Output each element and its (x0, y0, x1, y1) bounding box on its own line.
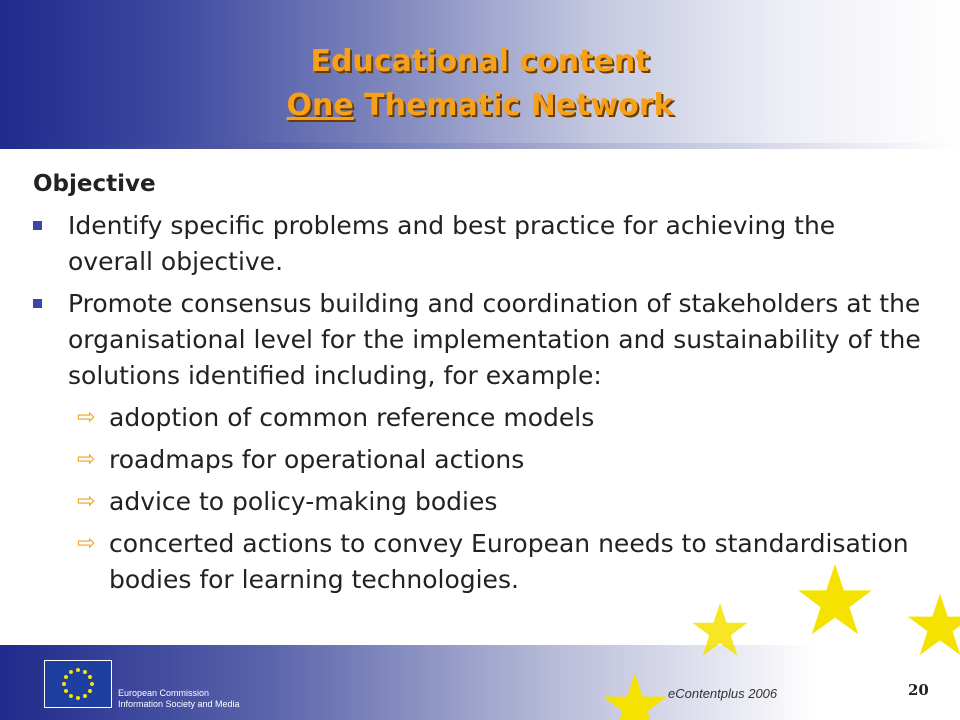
commission-line-2: Information Society and Media (118, 699, 240, 709)
title-line-2-rest: Thematic Network (353, 88, 674, 123)
slide-title (0, 40, 960, 128)
header-divider (0, 143, 960, 149)
page-number: 20 (908, 681, 929, 699)
sub-bullet-text: advice to policy-making bodies (109, 487, 498, 516)
outline-arrow-icon: ⇨ (77, 405, 96, 430)
title-line-1: Educational content (310, 44, 650, 79)
outline-arrow-icon: ⇨ (77, 447, 96, 472)
commission-name (118, 688, 240, 710)
eu-stars-icon (45, 661, 111, 707)
sub-bullet-text: concerted actions to convey European needs to standardisation bodies for learning technologies. (109, 529, 909, 594)
square-bullet-icon (33, 221, 42, 230)
sub-bullet-text: roadmaps for operational actions (109, 445, 525, 474)
star-icon (690, 600, 750, 660)
bullet-item (33, 286, 923, 394)
footer-series-label: eContentplus 2006 (668, 686, 778, 701)
eu-flag-logo (44, 660, 112, 708)
commission-line-1: European Commission (118, 688, 210, 698)
square-bullet-icon (33, 299, 42, 308)
bullet-text: Identify specific problems and best practice for achieving the overall objective. (68, 211, 836, 276)
section-heading: Objective (33, 171, 156, 197)
outline-arrow-icon: ⇨ (77, 489, 96, 514)
sub-bullet-item (33, 484, 923, 520)
sub-bullet-text: adoption of common reference models (109, 403, 595, 432)
title-line-2 (0, 84, 960, 128)
sub-bullet-item (33, 526, 923, 598)
sub-bullet-item (33, 400, 923, 436)
title-underlined-word: One (286, 88, 354, 123)
bullet-item (33, 208, 923, 280)
slide-body (33, 166, 923, 604)
outline-arrow-icon: ⇨ (77, 531, 96, 556)
bullet-text: Promote consensus building and coordination of stakeholders at the organisational level for the implementation and sustainability of the solutions identified including, for example: (68, 289, 921, 390)
star-icon (600, 670, 670, 720)
sub-bullet-item (33, 442, 923, 478)
